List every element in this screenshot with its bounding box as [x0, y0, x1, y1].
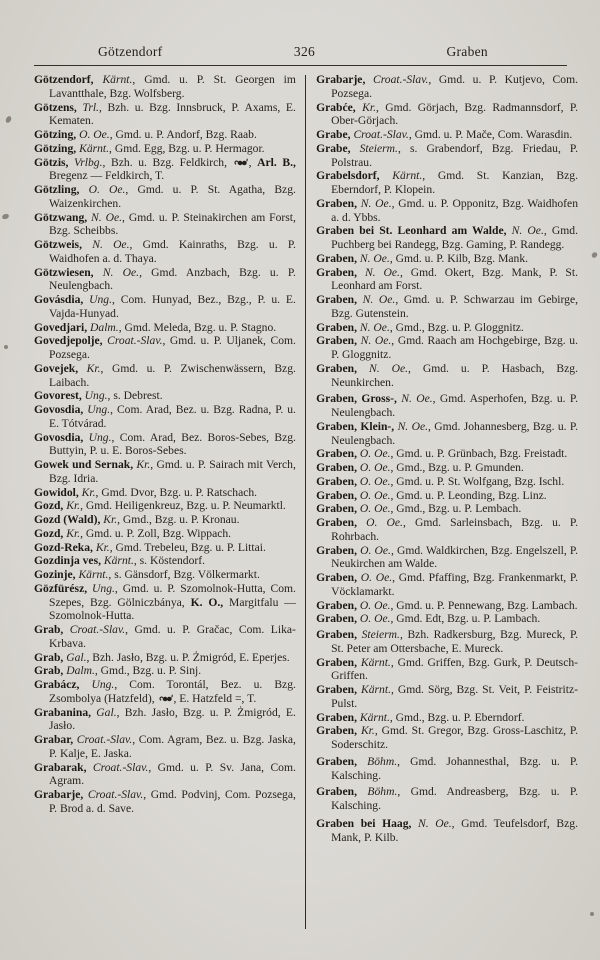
gazetteer-entry — [34, 554, 296, 568]
gazetteer-entry — [34, 678, 296, 706]
entry-headword: Grabelsdorf, — [316, 169, 380, 183]
entry-headword: Grabarak, — [34, 760, 87, 774]
gazetteer-entry — [316, 447, 578, 461]
gazetteer-entry — [316, 656, 578, 684]
entry-headword: Graben, — [316, 265, 357, 279]
entry-text: , Gmd. Andreasberg, Bzg. u. P. Kalsching. — [331, 785, 578, 812]
region-abbr: Croat.-Slav. — [86, 760, 149, 774]
region-abbr: O. Oe. — [79, 183, 126, 196]
entry-text: , Gmd., Bzg. u. P. Lembach. — [390, 502, 522, 516]
entry-headword: Graben, — [316, 196, 357, 210]
gazetteer-entry — [34, 651, 296, 665]
entry-text: Bregenz — Feldkirch, T. — [49, 169, 165, 183]
gazetteer-entry — [34, 431, 296, 459]
region-abbr: N. Oe. — [357, 293, 396, 306]
entry-text: , Gmd. Podvinj, Com. Pozsega, P. Brod a. d. Save. — [49, 788, 296, 815]
entry-headword: Grabácz, — [34, 678, 80, 691]
entry-text: , E. Hatzfeld =, T. — [173, 691, 257, 705]
entry-headword: Götzing, — [34, 128, 77, 141]
region-abbr: Kärnt. — [93, 73, 133, 86]
page-number: 326 — [293, 44, 316, 59]
entry-headword: Govedjepolje, — [34, 334, 103, 348]
entry-text: , Gmd. Asperhofen, Bzg. u. P. Neulengbach. — [331, 392, 578, 419]
region-abbr: Vrlbg. — [68, 155, 103, 169]
entry-headword: Graben, — [316, 710, 357, 724]
entry-text: , Bzh. Radkersburg, Bzg. Mureck, P. St. Peter am Ottersbache, E. Mureck. — [331, 628, 579, 655]
entry-headword: Götzens, — [34, 100, 77, 114]
entry-text: , Gmd. Raach am Hochgebirge, Bzg. u. P. Gloggnitz. — [331, 334, 578, 361]
entry-text: , Gmd. u. P. Kilb, Bzg. Mank. — [389, 251, 529, 265]
entry-text: , Gmd. u. P. Andorf, Bzg. Raab. — [109, 128, 257, 141]
region-abbr: O. Oe. — [357, 571, 393, 584]
region-abbr: Kr. — [78, 361, 101, 375]
gazetteer-entry — [34, 321, 296, 335]
region-abbr: O. Oe. — [357, 488, 391, 502]
entry-headword: Gozinje, — [34, 568, 76, 581]
entry-text: , Gmd. Okert, Bzg. Mank, P. St. Leonhard am Forst. — [331, 265, 578, 293]
entry-text: , Bzh. u. Bzg. Innsbruck, P. Axams, E. Kematen. — [49, 100, 296, 128]
entry-headword: Govásdia, — [34, 293, 84, 306]
region-abbr: Kärnt. — [357, 683, 391, 696]
entry-headword: Grabanina, — [34, 705, 92, 719]
entry-text: , Gmd. u. P. Gračac, Com. Lika-Krbava. — [49, 623, 296, 650]
entry-headword: K. O., — [190, 595, 224, 609]
gazetteer-entry — [316, 817, 578, 845]
entry-text: , Gmd. Johannesberg, Bzg. u. P. Neulengbach. — [331, 419, 578, 447]
entry-headword: Gozd, — [34, 526, 64, 540]
entry-text: , Gmd. Heiligenkreuz, Bzg. u. P. Neumarktl. — [80, 499, 286, 513]
gazetteer-entry — [34, 183, 296, 211]
region-abbr: Ung. — [87, 581, 115, 595]
gazetteer-entry — [316, 502, 578, 516]
region-abbr: Gal. — [63, 650, 87, 664]
left-column — [34, 73, 305, 816]
gazetteer-entry — [34, 513, 296, 527]
entry-headword: Graben bei St. Leonhard am Walde, — [316, 224, 507, 238]
region-abbr: Kr. — [133, 458, 151, 471]
entry-headword: Graben, — [316, 488, 357, 502]
region-abbr: N. Oe. — [87, 210, 123, 224]
entry-headword: Graben, — [316, 628, 357, 641]
entry-text: , Gmd. u. P. St. Agatha, Bzg. Waizenkirchen. — [49, 183, 296, 210]
entry-text: , Gmd. u. P. Grünbach, Bzg. Freistadt. — [390, 447, 568, 461]
region-abbr: O. Oe. — [357, 461, 391, 474]
entry-text: , Gmd. Meleda, Bzg. u. P. Stagno. — [118, 320, 277, 334]
entry-text: , Com. Hunyad, Bez., Bzg., P. u. E. Vajda-Hunyad. — [49, 293, 296, 320]
gazetteer-entry — [316, 362, 578, 390]
gazetteer-entry — [316, 571, 578, 599]
gazetteer-entry — [316, 461, 578, 475]
post-horn-icon — [158, 692, 174, 705]
entry-headword: Gozdinja ves, — [34, 554, 101, 568]
entry-text: , Gmd. u. P. St. Georgen im Lavantthale, Bzg. Wolfsberg. — [49, 73, 296, 100]
entry-text: , Gmd. Griffen, Bzg. Gurk, P. Deutsch-Griffen. — [331, 655, 578, 683]
entry-headword: Govorest, — [34, 389, 82, 403]
region-abbr: N. Oe. — [396, 392, 433, 406]
gazetteer-entry — [316, 252, 578, 266]
entry-text: , Gmd. u. P. Pennewang, Bzg. Lambach. — [390, 598, 578, 612]
entry-headword: Graben, — [316, 334, 357, 348]
region-abbr: Kr. — [63, 526, 81, 540]
entry-headword: Graben, — [316, 785, 357, 799]
region-abbr: O. Oe. — [357, 474, 391, 488]
gazetteer-entry — [316, 475, 578, 489]
header-right-keyword: Graben — [446, 44, 488, 59]
gazetteer-entry — [34, 664, 296, 678]
entry-text: , Gmd. u. P. Sv. Jana, Com. Agram. — [49, 760, 296, 788]
region-abbr: O. Oe. — [357, 598, 391, 612]
gazetteer-entry — [316, 599, 578, 613]
gazetteer-entry — [34, 73, 296, 101]
region-abbr: Dalm. — [87, 320, 119, 334]
entry-text: , Gmd. Dvor, Bzg. u. P. Ratschach. — [95, 485, 258, 499]
entry-headword: Gozd, — [34, 499, 64, 513]
entry-text: , Gmd. u. P. Schwarzau im Gebirge, Bzg. Gutenstein. — [331, 293, 578, 320]
gazetteer-entry — [316, 142, 578, 170]
entry-text: , Gmd. u. P. Opponitz, Bzg. Waidhofen a. d. Ybbs. — [331, 196, 578, 224]
gazetteer-entry — [316, 785, 578, 813]
region-abbr: Kr. — [100, 513, 118, 526]
gazetteer-entry — [316, 321, 578, 335]
gazetteer-entry — [316, 266, 578, 294]
entry-headword: Grabarje, — [316, 73, 366, 86]
region-abbr: N. Oe. — [506, 224, 544, 238]
region-abbr: Kr. — [355, 100, 376, 114]
entry-text: , Com. Agram, Bez. u. Bzg. Jaska, P. Kalje, E. Jaska. — [49, 733, 296, 760]
entry-headword: Grabarje, — [34, 788, 84, 801]
entry-headword: Govedjari, — [34, 320, 88, 334]
entry-headword: Grab, — [34, 623, 64, 636]
gazetteer-entry — [34, 623, 296, 651]
header-left-keyword: Götzendorf — [98, 44, 163, 59]
gazetteer-entry — [34, 266, 296, 294]
region-abbr: Kärnt. — [76, 141, 110, 155]
entry-headword: Graben, — [316, 293, 357, 306]
region-abbr: Ung. — [83, 403, 111, 416]
entry-text: , Gmd. u. P. Mače, Com. Warasdin. — [408, 128, 573, 141]
region-abbr: O. Oe. — [357, 543, 391, 557]
entry-headword: Graben, — [316, 502, 357, 516]
region-abbr: Kärnt. — [101, 554, 134, 568]
entry-headword: Götzweis, — [34, 238, 82, 251]
region-abbr: Croat.-Slav. — [63, 623, 126, 636]
gazetteer-entry — [316, 683, 578, 711]
entry-headword: Grabće, — [316, 100, 356, 114]
entry-text: , Gmd. St. Gregor, Bzg. Gross-Laschitz, P. Soderschitz. — [331, 724, 578, 751]
gazetteer-entry — [316, 392, 578, 420]
region-abbr: Croat.-Slav. — [73, 733, 133, 746]
entry-headword: Graben, — [316, 683, 357, 696]
entry-headword: Grabar, — [34, 733, 74, 746]
running-header — [0, 0, 600, 63]
entry-headword: Govosdia, — [34, 430, 84, 444]
entry-text: , Gmd. u. P. Steinakirchen am Forst, Bzg. Scheibbs. — [49, 210, 296, 238]
entry-headword: Graben, — [316, 320, 357, 334]
entry-text: , Gmd. Anzbach, Bzg. u. P. Neulengbach. — [49, 265, 296, 293]
print-speck — [590, 912, 594, 916]
entry-headword: Graben, — [316, 361, 357, 375]
entry-text: , Gmd. St. Kanzian, Bzg. Eberndorf, P. Klopein. — [331, 169, 578, 196]
entry-headword: Götzwiesen, — [34, 265, 94, 279]
entry-headword: Grab, — [34, 650, 64, 664]
entry-headword: Govosdia, — [34, 403, 84, 416]
entry-headword: Graben, — [316, 724, 357, 738]
entry-text: , Gmd. Pfaffing, Bzg. Frankenmarkt, P. Vöcklamarkt. — [331, 571, 578, 598]
entry-headword: Grab, — [34, 664, 64, 678]
gazetteer-entry — [34, 156, 296, 184]
region-abbr: Kärnt. — [75, 568, 109, 581]
entry-text: , Gmd., Bzg. u. P. Kronau. — [117, 513, 240, 526]
gazetteer-entry — [316, 334, 578, 362]
entry-headword: Graben, — [316, 474, 357, 488]
region-abbr: O. Oe. — [357, 502, 391, 516]
gazetteer-entry — [34, 733, 296, 761]
region-abbr: Ung. — [83, 293, 113, 306]
entry-headword: Gözfürész, — [34, 581, 88, 595]
entry-headword: Grabe, — [316, 141, 351, 155]
region-abbr: N. Oe. — [411, 816, 452, 830]
entry-text: , Gmd. Teufelsdorf, Bzg. Mank, P. Kilb. — [331, 816, 578, 844]
gazetteer-entry — [316, 489, 578, 503]
print-speck — [4, 345, 8, 349]
entry-headword: Grabe, — [316, 128, 351, 141]
gazetteer-entry — [316, 293, 578, 321]
region-abbr: N. Oe. — [357, 196, 392, 210]
region-abbr: N. Oe. — [357, 361, 408, 375]
gazetteer-entry — [316, 724, 578, 752]
region-abbr: O. Oe. — [357, 612, 391, 626]
entry-text: , Gmd. Puchberg bei Randegg, Bzg. Gaming, P. Randegg. — [331, 224, 578, 251]
gazetteer-entry — [34, 761, 296, 789]
region-abbr: O. Oe. — [357, 516, 403, 529]
entry-text: , Gmd. Edt, Bzg. u. P. Lambach. — [390, 612, 541, 626]
entry-headword: Götzendorf, — [34, 73, 94, 86]
entry-text: , s. Gänsdorf, Bzg. Völkermarkt. — [108, 568, 260, 581]
entry-text: , s. Köstendorf. — [133, 554, 206, 568]
entry-text: , Com. Arad, Bez. u. Bzg. Radna, P. u. E. Tótvárad. — [49, 403, 296, 430]
region-abbr: Steierm. — [357, 628, 400, 641]
entry-text: , Gmd. Görjach, Bzg. Radmannsdorf, P. Ober-Görjach. — [331, 100, 578, 128]
entry-text: , Gmd. u. P. Szomolnok-Hutta, Com. Szepes, Bzg. Gölniczbánya, — [49, 581, 296, 609]
gazetteer-entry — [34, 788, 296, 816]
entry-headword: Graben, — [316, 598, 357, 612]
region-abbr: N. Oe. — [93, 265, 140, 279]
region-abbr: Croat.-Slav. — [350, 128, 409, 141]
entry-text: , s. Debrest. — [107, 389, 163, 403]
entry-text: , Gmd. u. P. St. Wolfgang, Bzg. Ischl. — [390, 474, 565, 488]
gazetteer-entry — [316, 628, 578, 656]
gazetteer-entry — [34, 458, 296, 486]
entry-headword: Graben, — [316, 516, 357, 529]
region-abbr: Kr. — [78, 485, 96, 499]
region-abbr: Steierm. — [350, 141, 398, 155]
entry-text: , Gmd. Kainraths, Bzg. u. P. Waidhofen a. d. Thaya. — [49, 238, 296, 265]
region-abbr: Dalm. — [63, 664, 95, 678]
entry-headword: Götzing, — [34, 141, 77, 155]
entry-headword: Graben, Gross-, — [316, 392, 397, 406]
region-abbr: Kr. — [357, 724, 375, 738]
region-abbr: Kärnt. — [379, 169, 423, 183]
entry-headword: Götzwang, — [34, 210, 88, 224]
region-abbr: N. Oe. — [81, 238, 130, 251]
entry-headword: Gowidol, — [34, 485, 79, 499]
entry-text: , Gmd. Waldkirchen, Bzg. Engelszell, P. Neukirchen am Walde. — [331, 543, 578, 571]
gazetteer-entry — [316, 711, 578, 725]
gazetteer-entry — [34, 334, 296, 362]
gazetteer-entry — [34, 211, 296, 239]
region-abbr: N. Oe. — [394, 419, 428, 433]
gazetteer-entry — [34, 582, 296, 623]
gazetteer-entry — [34, 706, 296, 734]
region-abbr: N. Oe. — [357, 334, 392, 348]
gazetteer-entry — [316, 544, 578, 572]
region-abbr: Ung. — [79, 678, 115, 691]
region-abbr: Croat.-Slav. — [83, 788, 144, 801]
gazetteer-entry — [34, 238, 296, 266]
gazetteer-entry — [34, 389, 296, 403]
post-horn-icon — [233, 156, 249, 169]
entry-headword: Graben, Klein-, — [316, 419, 395, 433]
entry-text: , Com. Torontál, Bez. u. Bzg. Zsombolya (Hatzfeld), — [49, 678, 296, 705]
region-abbr: N. Oe. — [357, 320, 390, 334]
entry-text: , s. Grabendorf, Bzg. Friedau, P. Polstrau. — [331, 141, 578, 169]
gazetteer-entry — [34, 527, 296, 541]
entry-headword: Arl. B., — [257, 155, 296, 169]
entry-headword: Graben bei Haag, — [316, 816, 412, 830]
entry-headword: Gozd-Reka, — [34, 540, 93, 554]
entry-headword: Gozd (Wald), — [34, 513, 101, 526]
entry-text: , Gmd. u. P. Kutjevo, Com. Pozsega. — [331, 73, 578, 100]
entry-headword: Graben, — [316, 612, 357, 626]
entry-text: , Gmd. u. P. Uljanek, Com. Pozsega. — [49, 334, 296, 361]
entry-text: , Gmd. Egg, Bzg. u. P. Hermagor. — [109, 141, 265, 155]
entry-headword: Graben, — [316, 461, 357, 474]
entry-text: , Gmd. u. P. Zwischenwässern, Bzg. Laibach. — [49, 361, 296, 389]
region-abbr: Kr. — [92, 540, 110, 554]
entry-headword: Graben, — [316, 571, 357, 584]
gazetteer-entry — [34, 128, 296, 142]
entry-text: , Gmd., Bzg. u. P. Gloggnitz. — [389, 320, 524, 334]
gazetteer-entry — [34, 541, 296, 555]
entry-text: , Gmd. u. P. Leonding, Bzg. Linz. — [390, 488, 547, 502]
region-abbr: Croat.-Slav. — [102, 334, 163, 348]
gazetteer-entry — [316, 420, 578, 448]
region-abbr: N. Oe. — [357, 265, 400, 279]
entry-text: Margitfalu — Szomolnok-Hutta. — [49, 595, 296, 623]
entry-text: , — [248, 155, 258, 169]
region-abbr: Croat.-Slav. — [365, 73, 429, 86]
right-column — [306, 73, 578, 844]
gazetteer-entry — [34, 293, 296, 321]
gazetteer-entry — [316, 73, 578, 101]
region-abbr: Böhm. — [357, 785, 398, 799]
region-abbr: O. Oe. — [76, 128, 110, 141]
entry-text: , Gmd. Trebeleu, Bzg. u. P. Littai. — [109, 540, 266, 554]
gazetteer-entry — [34, 362, 296, 390]
entry-text: , Gmd. u. P. Hasbach, Bzg. Neunkirchen. — [331, 361, 578, 389]
gazetteer-entry — [316, 755, 578, 783]
entry-headword: Graben, — [316, 251, 357, 265]
gazetteer-entry — [34, 142, 296, 156]
region-abbr: Ung. — [83, 430, 112, 444]
entry-text: , Gmd. Sörg, Bzg. St. Veit, P. Feistritz-Pulst. — [331, 683, 578, 710]
region-abbr: N. Oe. — [357, 251, 390, 265]
two-column-body — [0, 66, 600, 929]
entry-text: , Gmd., Bzg. u. P. Gmunden. — [390, 461, 524, 474]
entry-headword: Gowek und Sernak, — [34, 458, 134, 471]
gazetteer-entry — [34, 486, 296, 500]
region-abbr: Kärnt. — [357, 655, 391, 669]
entry-text: , Bzh. Jasło, Bzg. u. P. Żmigród, E. Jasło. — [49, 705, 296, 733]
gazetteer-entry — [316, 128, 578, 142]
gazetteer-entry — [316, 101, 578, 129]
region-abbr: Trl. — [76, 100, 99, 114]
entry-text: , Gmd., Bzg. u. P. Eberndorf. — [389, 710, 525, 724]
entry-text: , Gmd. Johannesthal, Bzg. u. P. Kalsching. — [331, 754, 578, 782]
gazetteer-entry — [34, 568, 296, 582]
gazetteer-entry — [316, 169, 578, 197]
gazetteer-entry — [34, 101, 296, 129]
region-abbr: Böhm. — [357, 754, 398, 768]
region-abbr: Gal. — [91, 705, 117, 719]
gazetteer-entry — [316, 612, 578, 626]
entry-headword: Götzling, — [34, 183, 80, 196]
gazetteer-entry — [34, 499, 296, 513]
region-abbr: Kr. — [63, 499, 81, 513]
entry-headword: Götzis, — [34, 155, 69, 169]
entry-text: , Gmd. Sarleinsbach, Bzg. u. P. Rohrbach. — [331, 516, 578, 543]
entry-text: , Bzh. Jasło, Bzg. u. P. Żmigród, E. Eperjes. — [86, 650, 290, 664]
region-abbr: O. Oe. — [357, 447, 391, 461]
region-abbr: Kärnt. — [357, 710, 390, 724]
entry-text: , Gmd. u. P. Sairach mit Verch, Bzg. Idria. — [49, 458, 296, 485]
entry-text: , Gmd. u. P. Zoll, Bzg. Wippach. — [80, 526, 232, 540]
entry-text: , Bzh. u. Bzg. Feldkirch, — [102, 155, 233, 169]
entry-headword: Graben, — [316, 543, 357, 557]
entry-headword: Graben, — [316, 655, 357, 669]
gazetteer-entry — [34, 403, 296, 431]
region-abbr: Ung. — [81, 389, 108, 403]
entry-headword: Govejek, — [34, 361, 79, 375]
gazetteer-entry — [316, 224, 578, 252]
entry-text: , Gmd., Bzg. u. P. Sinj. — [94, 664, 202, 678]
entry-text: , Com. Arad, Bez. Boros-Sebes, Bzg. Buttyin, P. u. E. Boros-Sebes. — [49, 430, 296, 458]
gazetteer-entry — [316, 197, 578, 225]
gazetteer-entry — [316, 516, 578, 544]
entry-headword: Graben, — [316, 447, 357, 461]
entry-headword: Graben, — [316, 754, 357, 768]
